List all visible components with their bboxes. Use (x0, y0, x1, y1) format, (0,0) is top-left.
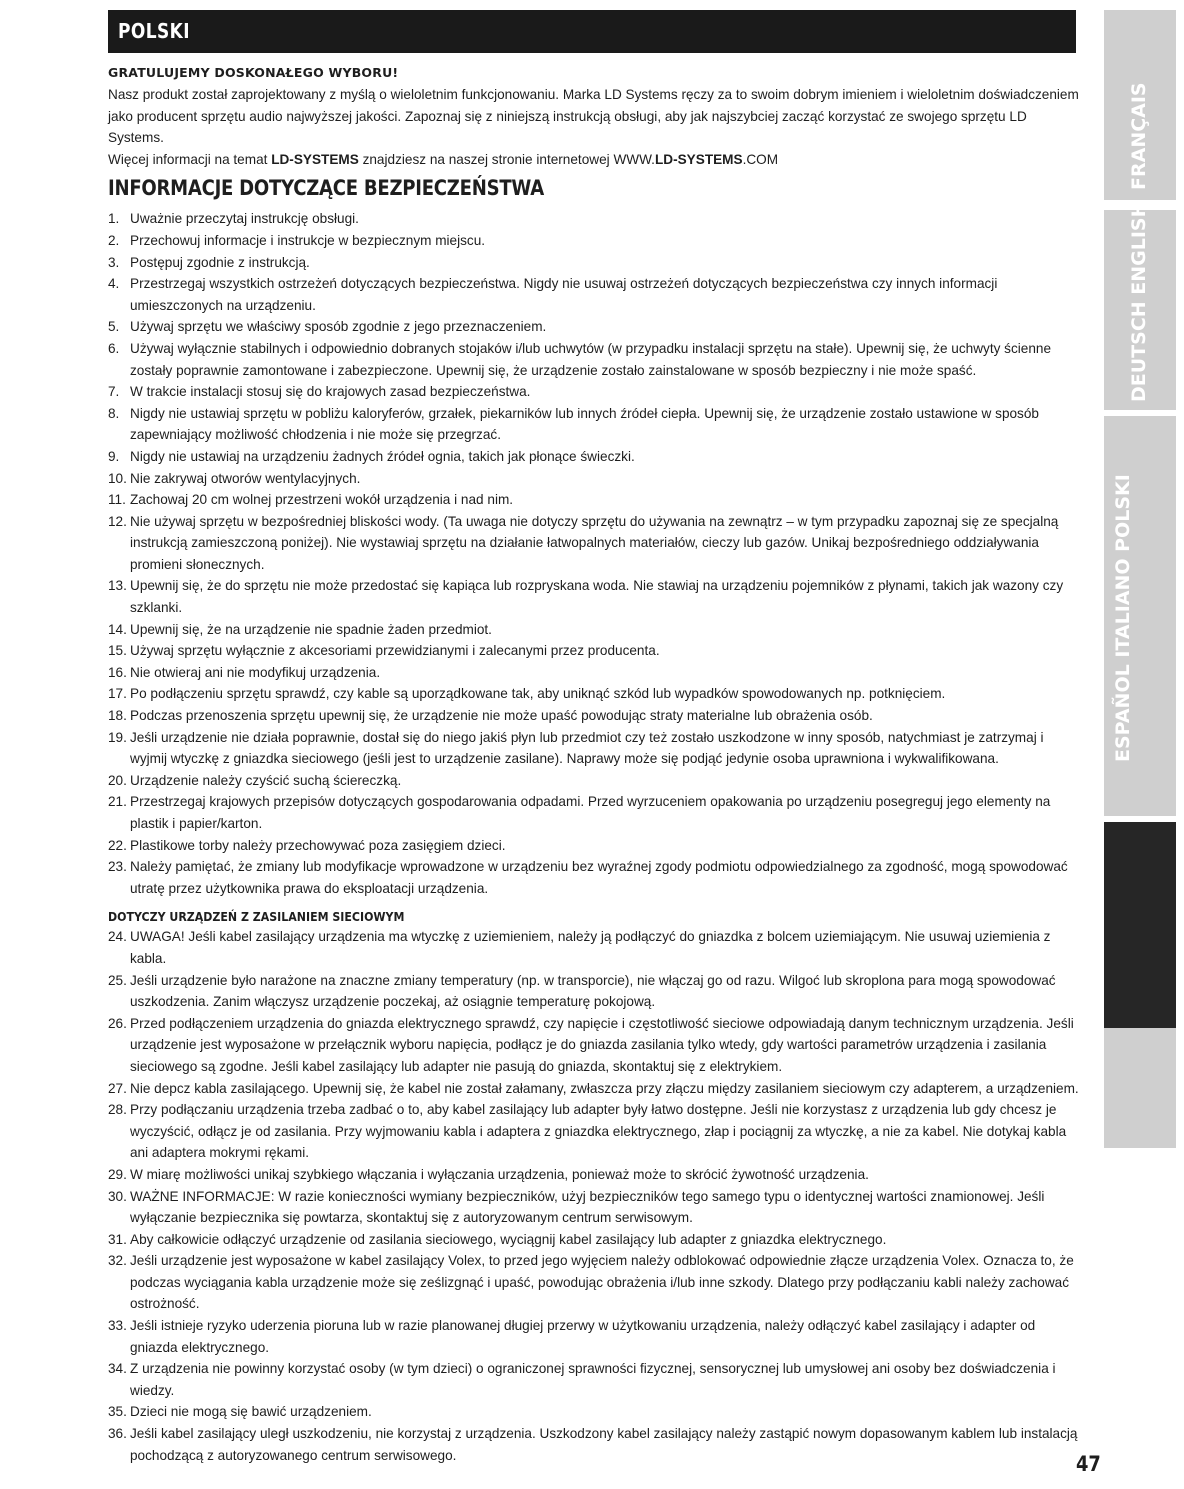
item-number: 16. (108, 664, 127, 680)
list-item (108, 316, 1083, 338)
intro-heading: GRATULUJEMY DOSKONAŁEGO WYBORU! (108, 65, 399, 80)
item-number: 26. (108, 1015, 127, 1031)
list-item (108, 575, 1083, 618)
item-text: Przy podłączaniu urządzenia trzeba zadbać o to, aby kabel zasilający lub adapter były łatwo dostępne. Jeśli nie korzystasz z urządzenia lub gdy chcesz je wyczyścić, odłącz je od zasilania. Przy wyjmowaniu kabla i adaptera z gniazdka elektrycznego, złap i pociągnij za wtyczkę, a nie za kabel. Nie dotykaj kabla ani adaptera mokrymi rękami. (130, 1102, 1067, 1161)
item-text: Nie używaj sprzętu w bezpośredniej bliskości wody. (Ta uwaga nie dotyczy sprzętu do używania na zewnątrz – w tym przypadku zapoznaj się ze specjalną instrukcją zamieszczoną poniżej). Nie wystawiaj sprzętu na działanie łatwopalnych materiałów, cieczy lub gazów. Unikaj bezpośredniego oddziaływania promieni słonecznych. (130, 513, 1059, 572)
language-title: POLSKI (118, 19, 191, 43)
brand-name: LD-SYSTEMS (271, 151, 359, 167)
list-item (108, 705, 1083, 727)
item-number: 24. (108, 929, 127, 945)
list-item (108, 1099, 1083, 1164)
item-number: 22. (108, 837, 127, 853)
item-number: 17. (108, 686, 127, 702)
item-number: 8. (108, 405, 120, 421)
item-text: Przed podłączeniem urządzenia do gniazda elektrycznego sprawdź, czy napięcie i częstotliwość sieciowe odpowiadają danym technicznym urządzenia. Jeśli urządzenie jest wyposażone w przełącznik wyboru napięcia, podłącz je do gniazda zasilania tylko wtedy, gdy wartości parametrów urządzenia i zasilania sieciowego są zgodne. Jeśli kabel zasilający lub adapter nie pasują do gniazda, skontaktuj się z elektrykiem. (130, 1015, 1074, 1074)
item-number: 14. (108, 621, 127, 637)
item-text: Przechowuj informacje i instrukcje w bezpiecznym miejscu. (130, 232, 486, 248)
item-number: 11. (108, 492, 126, 508)
item-text: Używaj sprzętu wyłącznie z akcesoriami przewidzianymi i zalecanymi przez producenta. (130, 643, 660, 659)
item-text: Jeśli kabel zasilający uległ uszkodzeniu, nie korzystaj z urządzenia. Uszkodzony kabel zasilający należy zastąpić nowym dopasowanym kablem lub instalacją pochodzącą z autoryzowanego centrum serwisowego. (130, 1426, 1078, 1463)
item-text: Jeśli urządzenie nie działa poprawnie, dostał się do niego jakiś płyn lub przedmiot czy też zostało uszkodzone w inny sposób, natychmiast je zatrzymaj i wyjmij wtyczkę z gniazdka sieciowego (jeśli jest to urządzenie zasilane). Naprawy może się podjąć jedynie osoba uprawniona i wykwalifikowana. (130, 729, 1044, 767)
list-item (108, 1013, 1083, 1078)
item-number: 2. (108, 232, 120, 248)
list-item (108, 640, 1083, 662)
item-text: UWAGA! Jeśli kabel zasilający urządzenia ma wtyczkę z uziemieniem, należy ją podłączyć do gniazdka z bolcem uziemiającym. Nie usuwaj uziemienia z kabla. (130, 929, 1051, 966)
tab-spanish-italian-polish-label: ESPAÑOL ITALIANO POLSKI (1112, 474, 1134, 762)
list-item (108, 683, 1083, 705)
item-text: Należy pamiętać, że zmiany lub modyfikacje wprowadzone w urządzeniu bez wyraźnej zgody podmiotu odpowiedzialnego za zgodność, mogą spowodować utratę przez użytkownika prawa do eksploatacji urządzenia. (130, 859, 1068, 896)
tab-polish[interactable] (1104, 822, 1176, 1028)
item-text: Upewnij się, że na urządzenie nie spadnie żaden przedmiot. (130, 621, 492, 637)
item-number: 25. (108, 972, 127, 988)
item-number: 23. (108, 859, 127, 875)
item-text: Plastikowe torby należy przechowywać poza zasięgiem dzieci. (130, 837, 506, 853)
item-number: 28. (108, 1102, 127, 1118)
tab-deutsch-english-label: DEUTSCH ENGLISH (1128, 201, 1150, 402)
item-number: 3. (108, 254, 120, 270)
list-item (108, 1423, 1083, 1466)
item-number: 9. (108, 448, 120, 464)
item-text: Używaj sprzętu we właściwy sposób zgodnie z jego przeznaczeniem. (130, 319, 547, 335)
item-text: W trakcie instalacji stosuj się do krajowych zasad bezpieczeństwa. (130, 384, 531, 400)
item-text: Jeśli urządzenie jest wyposażone w kabel zasilający Volex, to przed jego wyjęciem należy odblokować odpowiednie złącze urządzenia Volex. Oznacza to, że podczas wyciągania kabla urządzenie może się ześlizgnąć i upaść, powodując obrażenia i/lub inne szkody. Dlatego przy podłączaniu kabli należy zachować ostrożność. (130, 1253, 1074, 1312)
list-item (108, 489, 1083, 511)
item-text: Aby całkowicie odłączyć urządzenie od zasilania sieciowego, wyciągnij kabel zasilający lub adapter z gniazdka elektrycznego. (130, 1231, 887, 1247)
more-info-middle: znajdziesz na naszej stronie internetowej WWW. (358, 151, 655, 167)
item-number: 30. (108, 1188, 127, 1204)
page-content (108, 62, 1083, 1466)
item-text: Nie zakrywaj otworów wentylacyjnych. (130, 470, 361, 486)
item-number: 19. (108, 729, 127, 745)
item-number: 32. (108, 1253, 127, 1269)
item-number: 36. (108, 1426, 127, 1442)
list-item (108, 1358, 1083, 1401)
list-item (108, 1315, 1083, 1358)
list-item (108, 230, 1083, 252)
item-number: 4. (108, 276, 120, 292)
item-text: Uważnie przeczytaj instrukcję obsługi. (130, 211, 359, 227)
item-text: Nie otwieraj ani nie modyfikuj urządzenia. (130, 664, 381, 680)
item-text: Przestrzegaj krajowych przepisów dotyczących gospodarowania odpadami. Przed wyrzuceniem opakowania po urządzeniu posegreguj jego elementy na plastik i papier/karton. (130, 794, 1051, 831)
page-number: 47 (1076, 1452, 1101, 1476)
item-number: 18. (108, 708, 127, 724)
list-item (108, 970, 1083, 1013)
mains-heading: DOTYCZY URZĄDZEŃ Z ZASILANIEM SIECIOWYM (108, 909, 405, 925)
item-number: 1. (108, 211, 120, 227)
list-item (108, 770, 1083, 792)
item-text: Upewnij się, że do sprzętu nie może przedostać się kapiąca lub rozpryskana woda. Nie stawiaj na urządzeniu pojemników z płynami, takich jak wazony czy szklanki. (130, 578, 1064, 616)
item-text: Po podłączeniu sprzętu sprawdź, czy kable są uporządkowane tak, aby uniknąć szkód lub wypadków spowodowanych np. potknięciem. (130, 686, 946, 702)
item-number: 29. (108, 1166, 127, 1182)
list-item (108, 727, 1083, 770)
more-info-line (108, 149, 1083, 171)
intro-section (108, 62, 1083, 170)
tab-other (1104, 1028, 1176, 1148)
item-text: Używaj wyłącznie stabilnych i odpowiednio dobranych stojaków i/lub uchwytów (w przypadku instalacji sprzętu na stałe). Upewnij się, że uchwyty ścienne zostały poprawnie zamontowane i zabezpieczone. Upewnij się, że urządzenie zostało zainstalowane w sposób bezpieczny i nie może spaść. (130, 340, 1052, 378)
item-text: Nie depcz kabla zasilającego. Upewnij się, że kabel nie został załamany, zwłaszcza przy złączu między zasilaniem sieciowym czy adapterem, a urządzeniem. (130, 1080, 1079, 1096)
list-item (108, 273, 1083, 316)
item-number: 27. (108, 1080, 127, 1096)
more-info-prefix: Więcej informacji na temat (108, 151, 272, 167)
safety-heading: INFORMACJE DOTYCZĄCE BEZPIECZEŃSTWA (108, 176, 544, 201)
list-item (108, 1078, 1083, 1100)
list-item (108, 381, 1083, 403)
item-text: Postępuj zgodnie z instrukcją. (130, 254, 310, 270)
url-suffix: .COM (742, 151, 779, 167)
list-item (108, 338, 1083, 381)
list-item (108, 1186, 1083, 1229)
list-item (108, 926, 1083, 969)
item-text: Urządzenie należy czyścić suchą ściereczką. (130, 772, 402, 788)
item-text: Nigdy nie ustawiaj sprzętu w pobliżu kaloryferów, grzałek, piekarników lub innych źródeł ciepła. Upewnij się, że urządzenie zostało ustawione w sposób zapewniający możliwość chłodzenia i nie może się przegrzać. (130, 405, 1039, 443)
item-number: 13. (108, 578, 127, 594)
item-number: 31. (108, 1231, 127, 1247)
item-number: 21. (108, 794, 127, 810)
item-number: 34. (108, 1361, 127, 1377)
tab-deutsch-english[interactable] (1104, 201, 1176, 410)
list-item (108, 208, 1083, 230)
list-item (108, 446, 1083, 468)
list-item (108, 468, 1083, 490)
item-text: Podczas przenoszenia sprzętu upewnij się, że urządzenie nie może upaść powodując straty materialne lub obrażenia osób. (130, 708, 873, 724)
item-text: Jeśli istnieje ryzyko uderzenia pioruna lub w razie planowanej długiej przerwy w użytkowaniu urządzenia, należy odłączyć kabel zasilający i adapter od gniazda elektrycznego. (130, 1318, 1036, 1355)
list-item (108, 1229, 1083, 1251)
list-item (108, 835, 1083, 857)
mains-list (108, 926, 1083, 1466)
item-number: 6. (108, 340, 120, 356)
item-number: 10. (108, 470, 127, 486)
item-text: Zachowaj 20 cm wolnej przestrzeni wokół urządzenia i nad nim. (130, 492, 514, 508)
list-item (108, 662, 1083, 684)
language-header (108, 10, 1076, 53)
item-text: WAŻNE INFORMACJE: W razie konieczności wymiany bezpieczników, użyj bezpieczników tego samego typu o identycznej wartości znamionowej. Jeśli wyłączanie bezpiecznika się powtarza, skontaktuj się z autoryzowanym centrum serwisowym. (130, 1188, 1045, 1226)
item-text: Przestrzegaj wszystkich ostrzeżeń dotyczących bezpieczeństwa. Nigdy nie usuwaj ostrzeżeń dotyczących bezpieczeństwa czy innych informacji umieszczonych na urządzeniu. (130, 276, 998, 313)
item-number: 15. (108, 643, 127, 659)
list-item (108, 511, 1083, 576)
brand-url[interactable]: LD-SYSTEMS (654, 151, 743, 167)
tab-french-label: FRANÇAIS (1128, 82, 1150, 190)
list-item (108, 1401, 1083, 1423)
item-text: Jeśli urządzenie było narażone na znaczne zmiany temperatury (np. w transporcie), nie włączaj go od razu. Wilgoć lub skroplona para mogą spowodować uszkodzenia. Zanim włączysz urządzenie poczekaj, aż osiągnie temperaturę pokojową. (130, 972, 1056, 1010)
item-number: 7. (108, 384, 120, 400)
item-number: 5. (108, 319, 120, 335)
list-item (108, 619, 1083, 641)
intro-paragraph: Nasz produkt został zaprojektowany z myślą o wieloletnim funkcjonowaniu. Marka LD Systems ręczy za to swoim dobrym imieniem i wieloletnim doświadczeniem jako producent sprzętu audio najwyższej jakości. Zapoznaj się z niniejszą instrukcją obsługi, aby jak najszybciej zacząć korzystać ze swojego sprzętu LD Systems. (108, 87, 1079, 146)
list-item (108, 1250, 1083, 1315)
list-item (108, 791, 1083, 834)
item-number: 33. (108, 1318, 127, 1334)
item-number: 20. (108, 772, 127, 788)
list-item (108, 856, 1083, 899)
item-text: Z urządzenia nie powinny korzystać osoby (w tym dzieci) o ograniczonej sprawności fizycznej, sensorycznej lub umysłowej ani osoby bez doświadczenia i wiedzy. (130, 1361, 1056, 1398)
safety-list (108, 208, 1083, 899)
tab-french[interactable] (1104, 10, 1176, 200)
list-item (108, 1164, 1083, 1186)
item-number: 12. (108, 513, 127, 529)
item-text: Dzieci nie mogą się bawić urządzeniem. (130, 1404, 372, 1420)
item-text: Nigdy nie ustawiaj na urządzeniu żadnych źródeł ognia, takich jak płonące świeczki. (130, 448, 635, 464)
list-item (108, 252, 1083, 274)
list-item (108, 403, 1083, 446)
item-text: W miarę możliwości unikaj szybkiego włączania i wyłączania urządzenia, ponieważ może to skrócić żywotność urządzenia. (130, 1166, 869, 1182)
item-number: 35. (108, 1404, 127, 1420)
